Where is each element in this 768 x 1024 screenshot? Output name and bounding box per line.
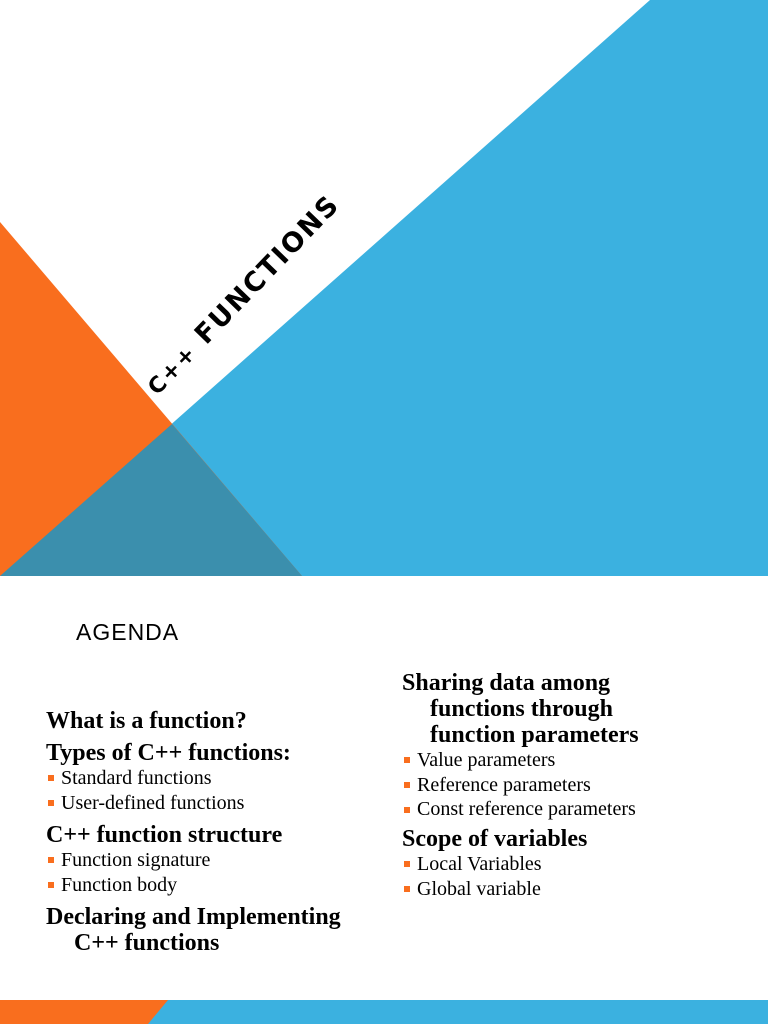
agenda-title: AGENDA — [76, 619, 180, 645]
square-bullet-icon — [404, 886, 410, 892]
agenda-heading: Scope of variables — [402, 826, 588, 852]
square-bullet-icon — [404, 807, 410, 813]
agenda-heading: Declaring and Implementing C++ functions — [46, 904, 341, 956]
agenda-left-column — [46, 708, 366, 956]
agenda-subitem: Const reference parameters — [402, 798, 702, 820]
agenda-subitem: Standard functions — [46, 766, 366, 791]
bottom-bar-blue — [148, 1000, 768, 1024]
agenda-heading: What is a function? — [46, 708, 247, 734]
square-bullet-icon — [48, 857, 54, 863]
square-bullet-icon — [48, 882, 54, 888]
agenda-subitem: User-defined functions — [46, 791, 366, 816]
slide-title-main: FUNCTIONS — [188, 189, 347, 351]
bottom-accent-bar — [0, 1000, 768, 1024]
slide-title-prefix: C++ — [143, 340, 203, 401]
agenda-subitem: Function signature — [46, 848, 366, 873]
square-bullet-icon — [48, 800, 54, 806]
agenda-heading: Types of C++ functions: — [46, 740, 291, 766]
agenda-slide — [0, 576, 768, 1024]
agenda-subitem: Global variable — [402, 877, 702, 902]
agenda-heading: Sharing data among functions through function parameters — [402, 670, 639, 748]
square-bullet-icon — [48, 775, 54, 781]
agenda-right-column — [402, 670, 702, 902]
agenda-subitem: Reference parameters — [402, 773, 702, 798]
square-bullet-icon — [404, 861, 410, 867]
agenda-subitem: Value parameters — [402, 748, 702, 773]
agenda-subitem: Local Variables — [402, 852, 702, 877]
square-bullet-icon — [404, 782, 410, 788]
square-bullet-icon — [404, 757, 410, 763]
agenda-heading: C++ function structure — [46, 822, 283, 848]
agenda-subitem: Function body — [46, 873, 366, 898]
